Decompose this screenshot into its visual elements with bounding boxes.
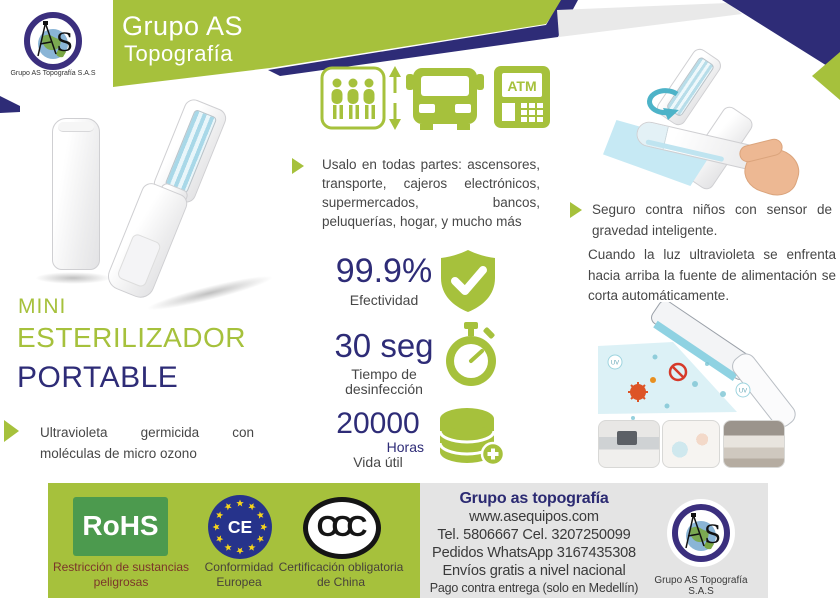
stat-value: 20000	[336, 407, 420, 440]
svg-text:CE: CE	[227, 517, 253, 538]
svg-text:UV: UV	[738, 388, 748, 395]
footer-logo-caption: Grupo AS Topografía S.A.S	[654, 575, 748, 597]
svg-text:S: S	[704, 520, 722, 549]
bus-icon	[406, 68, 484, 130]
stat-lifespan	[326, 407, 430, 470]
company-logo-footer	[672, 504, 730, 562]
elevator-icon	[322, 66, 401, 130]
company-name: Grupo AS	[122, 11, 244, 41]
battery-life-icon	[438, 406, 506, 468]
company-subname: Topografía	[124, 41, 233, 66]
stat-value: 30 seg	[334, 327, 434, 364]
contact-phone: Tel. 5806667 Cel. 3207250099	[437, 527, 631, 543]
atm-icon	[494, 66, 550, 128]
product-photo-left	[25, 100, 280, 300]
safety-bullet-text: Seguro contra niños con sensor de gravedad inteligente.	[592, 202, 832, 238]
ce-label: Conformidad Europea	[204, 560, 274, 589]
rotate-arrow-icon	[637, 86, 685, 126]
title-esterilizador: ESTERILIZADOR	[17, 322, 246, 353]
contact-shipping: Envíos gratis a nivel nacional	[442, 563, 626, 579]
feature-uv-text: Ultravioleta germicida con moléculas de micro ozono	[40, 425, 254, 461]
svg-text:S: S	[56, 28, 74, 57]
stat-unit: Horas	[386, 439, 424, 455]
product-photo-demo	[595, 48, 830, 198]
navy-stripe-left	[0, 96, 20, 113]
ccc-badge	[303, 497, 381, 559]
virus-icon	[630, 384, 646, 400]
up-down-arrows-icon	[389, 66, 401, 130]
rohs-badge	[73, 497, 168, 556]
logo-caption: Grupo AS Topografía S.A.S	[10, 70, 96, 77]
gray-ribbon	[557, 3, 742, 37]
contact-payment: Pago contra entrega (solo en Medellín)	[429, 581, 639, 595]
safety-note-text: Cuando la luz ultravioleta se enfrenta hacia arriba la fuente de alimentación se corta automáticamente.	[588, 247, 836, 303]
device-folded	[52, 118, 100, 270]
usage-text: Usalo en todas partes: ascensores, transporte, cajeros electrónicos, supermercados, bancos, peluquerías, hogar, y mucho más	[322, 157, 540, 229]
ce-badge	[207, 494, 273, 560]
arrow-bullet-icon	[570, 202, 582, 218]
usage-icons	[320, 62, 552, 132]
rohs-label: Restricción de sustancias peligrosas	[52, 560, 190, 589]
svg-text:UV: UV	[610, 360, 620, 367]
shadow	[35, 272, 111, 284]
stat-value: 99.9%	[335, 252, 433, 290]
stat-label: Efectividad	[349, 292, 419, 308]
shadow	[145, 270, 275, 315]
rohs-code: RoHS	[82, 510, 159, 541]
company-logo	[24, 12, 82, 70]
stat-disinfection-time	[328, 327, 440, 397]
contact-title: Grupo as topografía	[459, 490, 609, 507]
room-photo-bedroom	[723, 420, 785, 468]
stopwatch-icon	[443, 322, 499, 388]
product-photo-disinfection	[595, 302, 840, 480]
globe-compass-icon	[678, 510, 724, 556]
title-mini: MINI	[18, 295, 67, 318]
contact-whatsapp: Pedidos WhatsApp 3167435308	[432, 545, 636, 561]
device-open-handle	[104, 180, 190, 302]
title-portable: PORTABLE	[17, 361, 179, 394]
contact-website[interactable]: www.asequipos.com	[469, 509, 599, 525]
arrow-bullet-icon	[292, 158, 304, 174]
stat-effectiveness	[328, 252, 440, 308]
shield-check-icon	[438, 248, 498, 314]
globe-compass-icon	[30, 18, 76, 64]
stat-label: Tiempo de desinfección	[345, 366, 423, 397]
uv-lamp-tube	[164, 109, 217, 194]
room-photo-bedding	[662, 420, 720, 468]
room-photo-desk	[598, 420, 660, 468]
stat-label: Vida útil	[353, 454, 403, 470]
ccc-code: CCC	[316, 511, 362, 543]
ccc-label: Certificación obligatoria de China	[278, 560, 404, 589]
contact-block	[424, 489, 644, 596]
svg-text:ATM: ATM	[507, 78, 537, 94]
arrow-bullet-icon	[4, 420, 19, 442]
